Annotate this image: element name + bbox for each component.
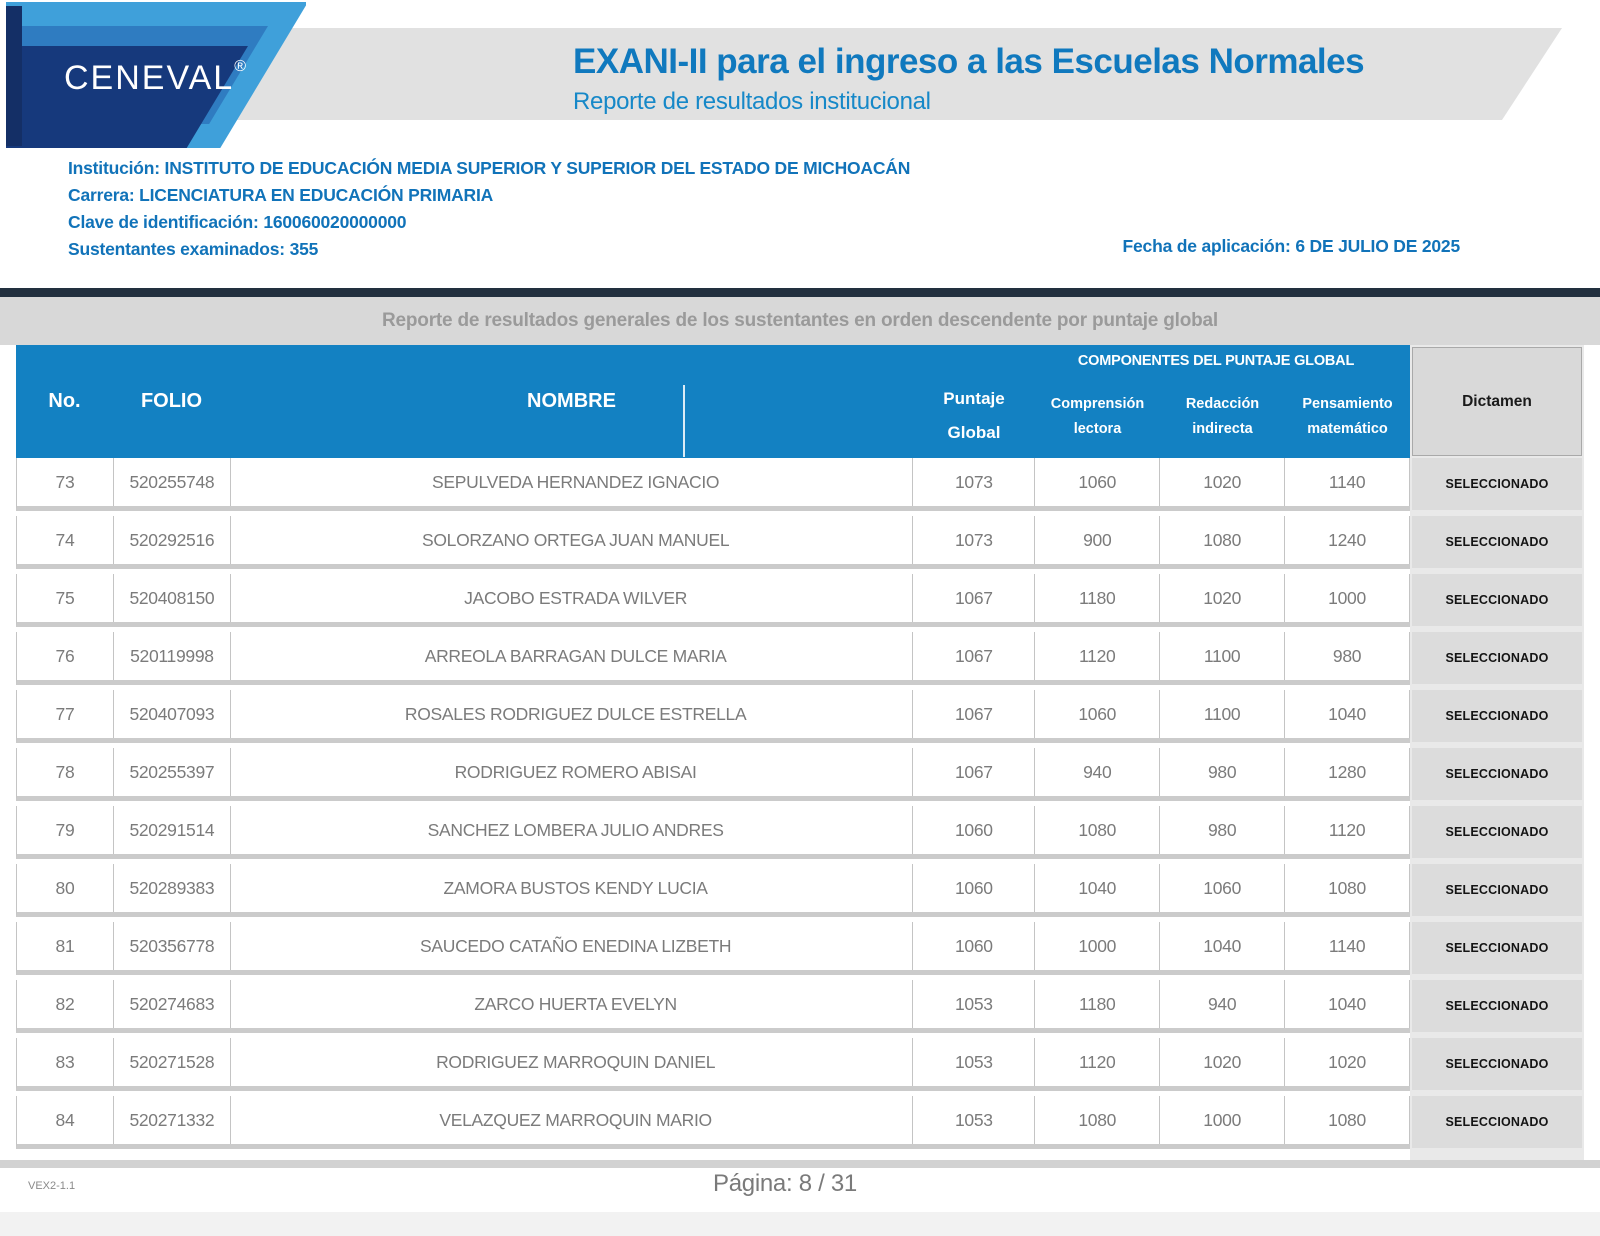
cell-no: 77 (17, 690, 114, 738)
col-header-nombre: NOMBRE (527, 390, 616, 412)
cell-puntaje-global: 1073 (913, 516, 1035, 564)
table-row (16, 1096, 1584, 1154)
registered-mark: ® (234, 58, 247, 75)
table-row-main (16, 690, 1410, 743)
section-title: Reporte de resultados generales de los sustentantes en orden descendente por puntaje global (382, 310, 1218, 331)
table-row (16, 516, 1584, 574)
table-row-main (16, 1038, 1410, 1091)
components-group-header: COMPONENTES DEL PUNTAJE GLOBAL (1077, 353, 1355, 369)
cell-comprension-lectora: 1040 (1035, 864, 1160, 912)
cell-redaccion-indirecta: 1040 (1160, 922, 1285, 970)
header-divider-line (683, 385, 685, 457)
cell-dictamen: SELECCIONADO (1412, 1096, 1582, 1148)
cell-nombre: SANCHEZ LOMBERA JULIO ANDRES (231, 806, 914, 854)
cell-folio: 520255397 (114, 748, 231, 796)
table-row-main (16, 574, 1410, 627)
cell-redaccion-indirecta: 980 (1160, 748, 1285, 796)
table-row-main (16, 1096, 1410, 1149)
cell-puntaje-global: 1053 (913, 1096, 1035, 1144)
cell-no: 84 (17, 1096, 114, 1144)
cell-nombre: SAUCEDO CATAÑO ENEDINA LIZBETH (231, 922, 914, 970)
logo-text: CENEVAL (64, 59, 235, 97)
page-title: EXANI-II para el ingreso a las Escuelas Normales (573, 42, 1365, 81)
cell-puntaje-global: 1073 (913, 458, 1035, 506)
cell-comprension-lectora: 1180 (1035, 574, 1160, 622)
cell-comprension-lectora: 1000 (1035, 922, 1160, 970)
col-header-puntaje-global (913, 345, 1035, 458)
col-header-folio: FOLIO (140, 390, 203, 412)
col-header-dictamen: Dictamen (1412, 347, 1582, 456)
cell-folio: 520119998 (114, 632, 231, 680)
cell-dictamen: SELECCIONADO (1412, 806, 1582, 858)
cell-folio: 520255748 (114, 458, 231, 506)
cell-no: 73 (17, 458, 114, 506)
table-body (16, 458, 1584, 1154)
cell-folio: 520407093 (114, 690, 231, 738)
cell-pensamiento-matematico: 1080 (1285, 1096, 1410, 1144)
cell-no: 79 (17, 806, 114, 854)
col-header-pensamiento-line2: matemático (1307, 420, 1388, 437)
cell-dictamen: SELECCIONADO (1412, 574, 1582, 626)
cell-comprension-lectora: 900 (1035, 516, 1160, 564)
table-row (16, 864, 1584, 922)
cell-folio: 520274683 (114, 980, 231, 1028)
col-header-puntaje-line2: Global (947, 422, 1001, 442)
logo-wordmark (64, 58, 246, 98)
cell-redaccion-indirecta: 940 (1160, 980, 1285, 1028)
cell-no: 83 (17, 1038, 114, 1086)
cell-dictamen: SELECCIONADO (1412, 458, 1582, 510)
col-header-no: No. (48, 390, 81, 412)
cell-puntaje-global: 1060 (913, 864, 1035, 912)
cell-nombre: ARREOLA BARRAGAN DULCE MARIA (231, 632, 914, 680)
cell-redaccion-indirecta: 1020 (1160, 1038, 1285, 1086)
col-header-puntaje-line1: Puntaje (943, 388, 1005, 408)
cell-nombre: RODRIGUEZ MARROQUIN DANIEL (231, 1038, 914, 1086)
cell-nombre: JACOBO ESTRADA WILVER (231, 574, 914, 622)
cell-nombre: ROSALES RODRIGUEZ DULCE ESTRELLA (231, 690, 914, 738)
cell-pensamiento-matematico: 1000 (1285, 574, 1410, 622)
cell-puntaje-global: 1067 (913, 632, 1035, 680)
cell-pensamiento-matematico: 1140 (1285, 922, 1410, 970)
cell-no: 76 (17, 632, 114, 680)
cell-redaccion-indirecta: 1020 (1160, 458, 1285, 506)
col-header-pensamiento-line1: Pensamiento (1302, 395, 1393, 412)
cell-redaccion-indirecta: 1080 (1160, 516, 1285, 564)
info-sustentantes: Sustentantes examinados: 355 (68, 239, 319, 259)
cell-no: 80 (17, 864, 114, 912)
cell-no: 81 (17, 922, 114, 970)
cell-dictamen: SELECCIONADO (1412, 516, 1582, 568)
table-row (16, 922, 1584, 980)
cell-dictamen: SELECCIONADO (1412, 748, 1582, 800)
cell-pensamiento-matematico: 1080 (1285, 864, 1410, 912)
info-carrera: Carrera: LICENCIATURA EN EDUCACIÓN PRIMARIA (68, 185, 494, 205)
page-subtitle: Reporte de resultados institucional (573, 88, 931, 115)
cell-puntaje-global: 1060 (913, 922, 1035, 970)
ceneval-logo (6, 0, 306, 150)
cell-dictamen: SELECCIONADO (1412, 980, 1582, 1032)
info-clave: Clave de identificación: 160060020000000 (68, 212, 407, 232)
table-row (16, 806, 1584, 864)
cell-no: 74 (17, 516, 114, 564)
cell-redaccion-indirecta: 1060 (1160, 864, 1285, 912)
cell-comprension-lectora: 1060 (1035, 690, 1160, 738)
cell-redaccion-indirecta: 980 (1160, 806, 1285, 854)
cell-folio: 520356778 (114, 922, 231, 970)
section-title-band (0, 297, 1600, 345)
cell-comprension-lectora: 1080 (1035, 1096, 1160, 1144)
cell-folio: 520289383 (114, 864, 231, 912)
cell-redaccion-indirecta: 1000 (1160, 1096, 1285, 1144)
cell-pensamiento-matematico: 980 (1285, 632, 1410, 680)
cell-nombre: ZARCO HUERTA EVELYN (231, 980, 914, 1028)
table-row-main (16, 458, 1410, 511)
cell-folio: 520271332 (114, 1096, 231, 1144)
logo-left-edge (6, 6, 22, 146)
cell-comprension-lectora: 940 (1035, 748, 1160, 796)
table-row (16, 458, 1584, 516)
cell-dictamen: SELECCIONADO (1412, 922, 1582, 974)
cell-pensamiento-matematico: 1140 (1285, 458, 1410, 506)
footer-version: VEX2-1.1 (28, 1180, 76, 1192)
table-row (16, 574, 1584, 632)
table-row-main (16, 806, 1410, 859)
cell-comprension-lectora: 1060 (1035, 458, 1160, 506)
table-row (16, 980, 1584, 1038)
cell-puntaje-global: 1053 (913, 1038, 1035, 1086)
table-row (16, 690, 1584, 748)
table-row (16, 1038, 1584, 1096)
cell-dictamen: SELECCIONADO (1412, 690, 1582, 742)
cell-puntaje-global: 1067 (913, 748, 1035, 796)
cell-pensamiento-matematico: 1240 (1285, 516, 1410, 564)
cell-dictamen: SELECCIONADO (1412, 632, 1582, 684)
cell-pensamiento-matematico: 1040 (1285, 690, 1410, 738)
cell-no: 78 (17, 748, 114, 796)
table-row-main (16, 632, 1410, 685)
col-header-redaccion-line1: Redacción (1185, 395, 1260, 412)
fecha-aplicacion: Fecha de aplicación: 6 DE JULIO DE 2025 (1122, 236, 1460, 256)
cell-dictamen: SELECCIONADO (1412, 864, 1582, 916)
cell-nombre: RODRIGUEZ ROMERO ABISAI (231, 748, 914, 796)
cell-folio: 520292516 (114, 516, 231, 564)
table-row (16, 748, 1584, 806)
cell-nombre: SOLORZANO ORTEGA JUAN MANUEL (231, 516, 914, 564)
cell-redaccion-indirecta: 1100 (1160, 632, 1285, 680)
cell-comprension-lectora: 1180 (1035, 980, 1160, 1028)
cell-comprension-lectora: 1120 (1035, 1038, 1160, 1086)
cell-pensamiento-matematico: 1020 (1285, 1038, 1410, 1086)
table-row-main (16, 922, 1410, 975)
cell-dictamen: SELECCIONADO (1412, 1038, 1582, 1090)
table-row-main (16, 980, 1410, 1033)
cell-pensamiento-matematico: 1280 (1285, 748, 1410, 796)
cell-pensamiento-matematico: 1120 (1285, 806, 1410, 854)
cell-pensamiento-matematico: 1040 (1285, 980, 1410, 1028)
cell-comprension-lectora: 1080 (1035, 806, 1160, 854)
cell-comprension-lectora: 1120 (1035, 632, 1160, 680)
cell-nombre: VELAZQUEZ MARROQUIN MARIO (231, 1096, 914, 1144)
cell-nombre: SEPULVEDA HERNANDEZ IGNACIO (231, 458, 914, 506)
table-header (16, 345, 1410, 458)
cell-redaccion-indirecta: 1100 (1160, 690, 1285, 738)
table-row-main (16, 748, 1410, 801)
cell-puntaje-global: 1053 (913, 980, 1035, 1028)
cell-folio: 520408150 (114, 574, 231, 622)
col-header-comprension-line2: lectora (1073, 420, 1122, 437)
cell-folio: 520271528 (114, 1038, 231, 1086)
col-header-comprension-line1: Comprensión (1050, 395, 1145, 412)
cell-puntaje-global: 1067 (913, 574, 1035, 622)
cell-no: 75 (17, 574, 114, 622)
info-institucion: Institución: INSTITUTO DE EDUCACIÓN MEDIA SUPERIOR Y SUPERIOR DEL ESTADO DE MICHOACÁN (68, 158, 911, 178)
institution-info (68, 155, 910, 263)
cell-puntaje-global: 1060 (913, 806, 1035, 854)
page-bottom-margin (0, 1212, 1600, 1236)
table-row-main (16, 516, 1410, 569)
cell-redaccion-indirecta: 1020 (1160, 574, 1285, 622)
table-row-main (16, 864, 1410, 917)
section-divider-bar (0, 288, 1600, 297)
cell-nombre: ZAMORA BUSTOS KENDY LUCIA (231, 864, 914, 912)
cell-folio: 520291514 (114, 806, 231, 854)
col-header-redaccion-line2: indirecta (1192, 420, 1253, 437)
cell-no: 82 (17, 980, 114, 1028)
cell-puntaje-global: 1067 (913, 690, 1035, 738)
footer-page-number: Página: 8 / 31 (713, 1170, 857, 1197)
table-bottom-strip (0, 1160, 1600, 1168)
table-row (16, 632, 1584, 690)
